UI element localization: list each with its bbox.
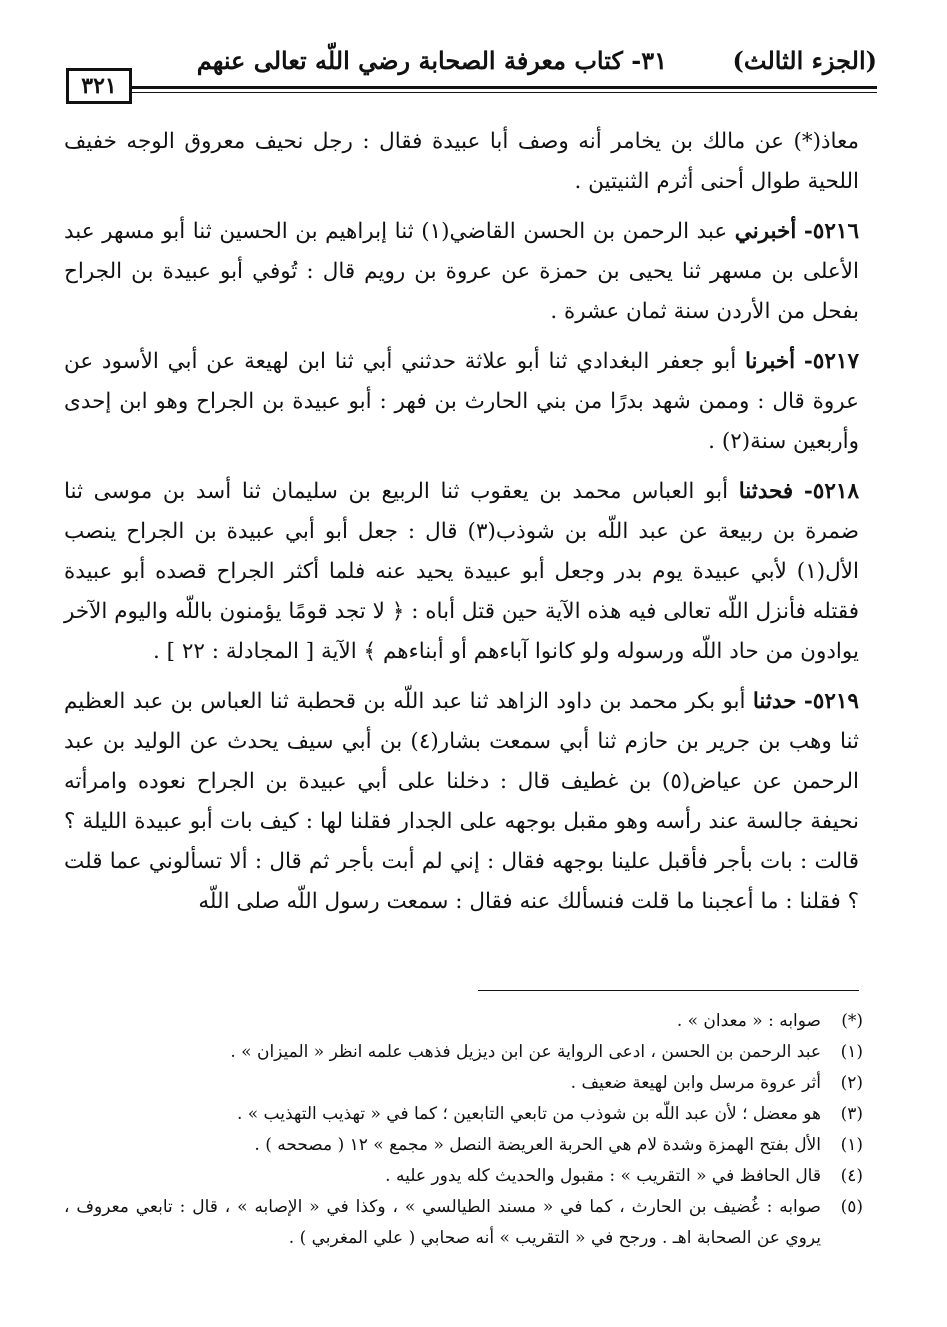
footnote-text: قال الحافظ في « التقريب » : مقبول والحديث كله يدور عليه . — [385, 1166, 821, 1186]
footnote-text: هو معضل ؛ لأن عبد اللّه بن شوذب من تابعي التابعين ؛ كما في « تهذيب التهذيب » . — [236, 1104, 821, 1124]
footnote — [64, 1068, 863, 1099]
paragraph-text: معاذ(*) عن مالك بن يخامر أنه وصف أبا عبيدة فقال : رجل نحيف معروق الوجه خفيف اللحية طوال أحنى أثرم الثنيتين . — [64, 129, 859, 194]
hadith-text: عبد الرحمن بن الحسن القاضي(١) ثنا إبراهيم بن الحسين ثنا أبو مسهر عبد الأعلى بن مسهر ثنا يحيى بن حمزة عن عروة بن رويم قال : تُوفي أبو عبيدة بن الجراح بفحل من الأردن سنة ثمان عشرة . — [64, 219, 859, 324]
page-number: ٣٢١ — [81, 73, 117, 99]
hadith-text: أبو جعفر البغدادي ثنا أبو علاثة حدثني أبي ثنا ابن لهيعة عن أبي الأسود عن عروة قال : وممن شهد بدرًا من بني الحارث بن فهر : أبو عبيدة بن الجراح وهو ابن إحدى وأربعين سنة(٢) . — [64, 349, 859, 454]
hadith-text: أبو العباس محمد بن يعقوب ثنا الربيع بن سليمان ثنا أسد بن موسى ثنا ضمرة بن ربيعة عن عبد اللّه بن شوذب(٣) قال : جعل أبو أبي عبيدة بن الجراح ينصب الأل(١) لأبي عبيدة يوم بدر وجعل أبو عبيدة يحيد عنه فلما أكثر الجراح قصده أبو عبيدة فقتله فأنزل اللّه تعالى فيه هذه الآية حين قتل أباه : ﴿ لا تجد قومًا يؤمنون باللّه واليوم الآخر يوادون من حاد اللّه ورسوله ولو كانوا آباءهم أو أبناءهم ﴾ الآية [ المجادلة : ٢٢ ] . — [64, 479, 859, 664]
footnote — [64, 1037, 863, 1068]
footnote-text: الأل بفتح الهمزة وشدة لام هي الحربة العريضة النصل « مجمع » ١٢ ( مصححه ) . — [254, 1135, 821, 1155]
main-text — [64, 122, 859, 932]
footnote-separator — [478, 990, 859, 991]
hadith-5217 — [64, 342, 859, 462]
footnote-mark: (٣) — [840, 1104, 863, 1124]
header-rule-thin — [130, 92, 877, 93]
footnote-text: صوابه : غُضيف بن الحارث ، كما في « مسند الطيالسي » ، وكذا في « الإصابه » ، قال : تابعي معروف ، يروي عن الصحابة اهـ . ورجح في « التقريب » أنه صحابي ( علي المغربي ) . — [64, 1197, 821, 1248]
hadith-lead-word: أخبرني — [734, 219, 797, 244]
footnote-text: أثر عروة مرسل وابن لهيعة ضعيف . — [570, 1073, 821, 1093]
footnote-mark: (٤) — [840, 1166, 863, 1186]
hadith-lead-word: أخبرنا — [744, 349, 796, 374]
footnote — [64, 1130, 863, 1161]
volume-label: (الجزء الثالث) — [732, 46, 877, 75]
hadith-5218 — [64, 472, 859, 672]
footnote-mark: (*) — [841, 1011, 863, 1031]
hadith-number: ٥٢١٩- — [803, 689, 859, 714]
hadith-lead-word: فحدثنا — [738, 479, 794, 504]
footnote-mark: (٢) — [840, 1073, 863, 1093]
footnote-text: عبد الرحمن بن الحسن ، ادعى الرواية عن ابن ديزيل فذهب علمه انظر « الميزان » . — [230, 1042, 821, 1062]
hadith-number: ٥٢١٨- — [803, 479, 859, 504]
hadith-number: ٥٢١٦- — [803, 219, 859, 244]
footnote-mark: (١) — [840, 1135, 863, 1155]
footnote — [64, 1192, 863, 1254]
hadith-5219 — [64, 682, 859, 922]
page-header — [64, 46, 877, 99]
paragraph — [64, 122, 859, 202]
footnote — [64, 1006, 863, 1037]
header-rule-thick — [130, 86, 877, 89]
hadith-number: ٥٢١٧- — [803, 349, 859, 374]
footnote-mark: (١) — [840, 1042, 863, 1062]
hadith-lead-word: حدثنا — [752, 689, 797, 714]
chapter-title: ٣١- كتاب معرفة الصحابة رضي اللّه تعالى عنهم — [196, 46, 667, 75]
footnotes — [64, 1006, 863, 1254]
footnote — [64, 1161, 863, 1192]
hadith-5216 — [64, 212, 859, 332]
page-number-box — [66, 68, 132, 104]
footnote-mark: (٥) — [840, 1197, 863, 1217]
footnote-text: صوابه : « معدان » . — [676, 1011, 821, 1031]
footnote — [64, 1099, 863, 1130]
hadith-text: أبو بكر محمد بن داود الزاهد ثنا عبد اللّه بن قحطبة ثنا العباس بن عبد العظيم ثنا وهب بن جرير بن حازم ثنا أبي سمعت بشار(٤) بن أبي سيف يحدث عن الوليد بن عبد الرحمن عن عياض(٥) بن غطيف قال : دخلنا على أبي عبيدة بن الجراح نعوده وامرأته نحيفة جالسة عند رأسه وهو مقبل بوجهه على الجدار فقلنا لها : كيف بات أبو عبيدة الليلة ؟ قالت : بات بأجر فأقبل علينا بوجهه فقال : إني لم أبت بأجر ثم قال : ألا تسألوني عما قلت ؟ فقلنا : ما أعجبنا ما قلت فنسألك عنه فقال : سمعت رسول اللّه صلى اللّه — [64, 689, 859, 914]
